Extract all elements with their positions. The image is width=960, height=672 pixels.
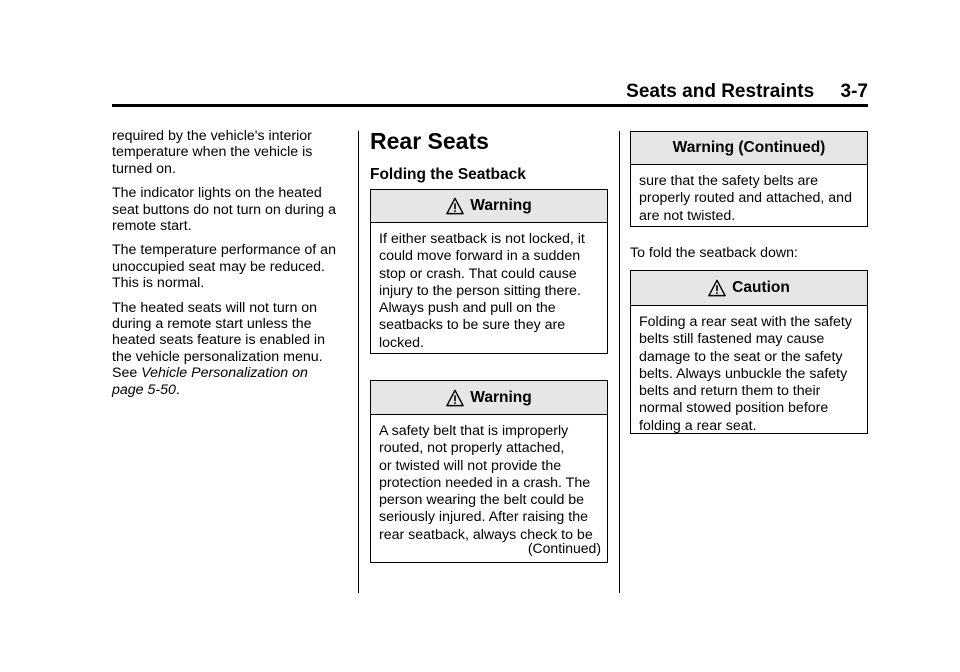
paragraph bbox=[112, 300, 350, 398]
text-line: properly routed and attached, and bbox=[639, 190, 852, 207]
warning-box-1 bbox=[370, 189, 608, 354]
text-line: damage to the seat or the safety bbox=[639, 348, 843, 365]
warning-triangle-icon bbox=[446, 389, 464, 407]
cross-reference-page: page 5-50 bbox=[112, 381, 176, 398]
text-line: Folding a rear seat with the safety bbox=[639, 314, 852, 330]
text-line: belts. Always unbuckle the safety bbox=[639, 365, 848, 382]
text-line: belts still fastened may cause bbox=[639, 331, 825, 348]
page-header bbox=[112, 78, 868, 107]
column-1 bbox=[112, 128, 350, 406]
warning-body bbox=[631, 165, 867, 225]
caution-header bbox=[631, 271, 867, 306]
text-line: protection needed in a crash. The bbox=[379, 474, 591, 491]
text-line: the vehicle personalization menu. bbox=[112, 348, 323, 365]
warning-triangle-icon bbox=[446, 197, 464, 215]
column-2 bbox=[370, 128, 610, 184]
text-line: To fold the seatback down: bbox=[630, 245, 798, 261]
text-line: folding a rear seat. bbox=[639, 417, 757, 434]
header-title: Seats and Restraints 3-7 bbox=[626, 81, 868, 102]
text-line bbox=[112, 365, 350, 381]
text-line: The temperature performance of an bbox=[112, 242, 336, 259]
text-line: unoccupied seat may be reduced. bbox=[112, 258, 325, 275]
see-text: See bbox=[112, 365, 142, 382]
period: . bbox=[175, 381, 180, 398]
text-line: sure that the safety belts are bbox=[639, 173, 819, 189]
warning-title: Warning (Continued) bbox=[672, 139, 826, 156]
text-line: The indicator lights on the heated bbox=[112, 185, 322, 202]
paragraph bbox=[112, 185, 350, 234]
warning-continued-box bbox=[630, 131, 868, 227]
warning-body bbox=[371, 223, 607, 352]
text-line: are not twisted. bbox=[639, 207, 736, 224]
paragraph bbox=[112, 128, 350, 177]
text-line: seriously injured. After raising the bbox=[379, 509, 588, 526]
text-line: If either seatback is not locked, it bbox=[379, 231, 585, 247]
warning-header bbox=[631, 132, 867, 165]
warning-box-2 bbox=[370, 380, 608, 563]
text-line: A safety belt that is improperly bbox=[379, 423, 569, 439]
cross-reference: Vehicle Personalization on bbox=[141, 365, 308, 382]
text-line: temperature when the vehicle is bbox=[112, 144, 313, 161]
section-heading: Rear Seats bbox=[370, 128, 489, 154]
text-line: injury to the person sitting there. bbox=[379, 282, 581, 299]
text-line: seatbacks to be sure they are bbox=[379, 317, 566, 334]
text-line: Always push and pull on the bbox=[379, 300, 556, 317]
text-line: stop or crash. That could cause bbox=[379, 265, 577, 282]
column-divider bbox=[358, 131, 359, 593]
warning-header bbox=[371, 381, 607, 415]
text-line: remote start. bbox=[112, 218, 192, 235]
text-line: seat buttons do not turn on during a bbox=[112, 201, 337, 218]
text-line: The heated seats will not turn on bbox=[112, 299, 318, 316]
text-line: required by the vehicle's interior bbox=[112, 128, 312, 144]
text-line: locked. bbox=[379, 334, 424, 351]
paragraph bbox=[112, 242, 350, 291]
warning-header bbox=[371, 190, 607, 223]
text-line: heated seats feature is enabled in bbox=[112, 332, 325, 349]
continued-label: (Continued) bbox=[527, 540, 601, 556]
text-line: normal stowed position before bbox=[639, 400, 829, 417]
warning-title: Warning bbox=[470, 197, 532, 214]
text-line: person wearing the belt could be bbox=[379, 492, 585, 509]
caution-body bbox=[631, 306, 867, 435]
column-divider bbox=[619, 131, 620, 593]
text-line: routed, not properly attached, bbox=[379, 440, 565, 457]
caution-title: Caution bbox=[732, 279, 790, 296]
text-line: turned on. bbox=[112, 160, 176, 177]
text-line: or twisted will not provide the bbox=[379, 457, 562, 474]
fold-instruction bbox=[630, 245, 868, 261]
text-line: could move forward in a sudden bbox=[379, 248, 581, 265]
text-line: rear seatback, always check to be bbox=[379, 526, 593, 543]
text-line: during a remote start unless the bbox=[112, 316, 312, 333]
text-line bbox=[112, 382, 350, 398]
subsection-heading: Folding the Seatback bbox=[370, 166, 526, 183]
warning-body bbox=[371, 415, 607, 544]
caution-triangle-icon bbox=[708, 279, 726, 297]
text-line: This is normal. bbox=[112, 275, 205, 292]
caution-box bbox=[630, 270, 868, 434]
warning-title: Warning bbox=[470, 388, 532, 406]
text-line: belts and return them to their bbox=[639, 383, 821, 400]
